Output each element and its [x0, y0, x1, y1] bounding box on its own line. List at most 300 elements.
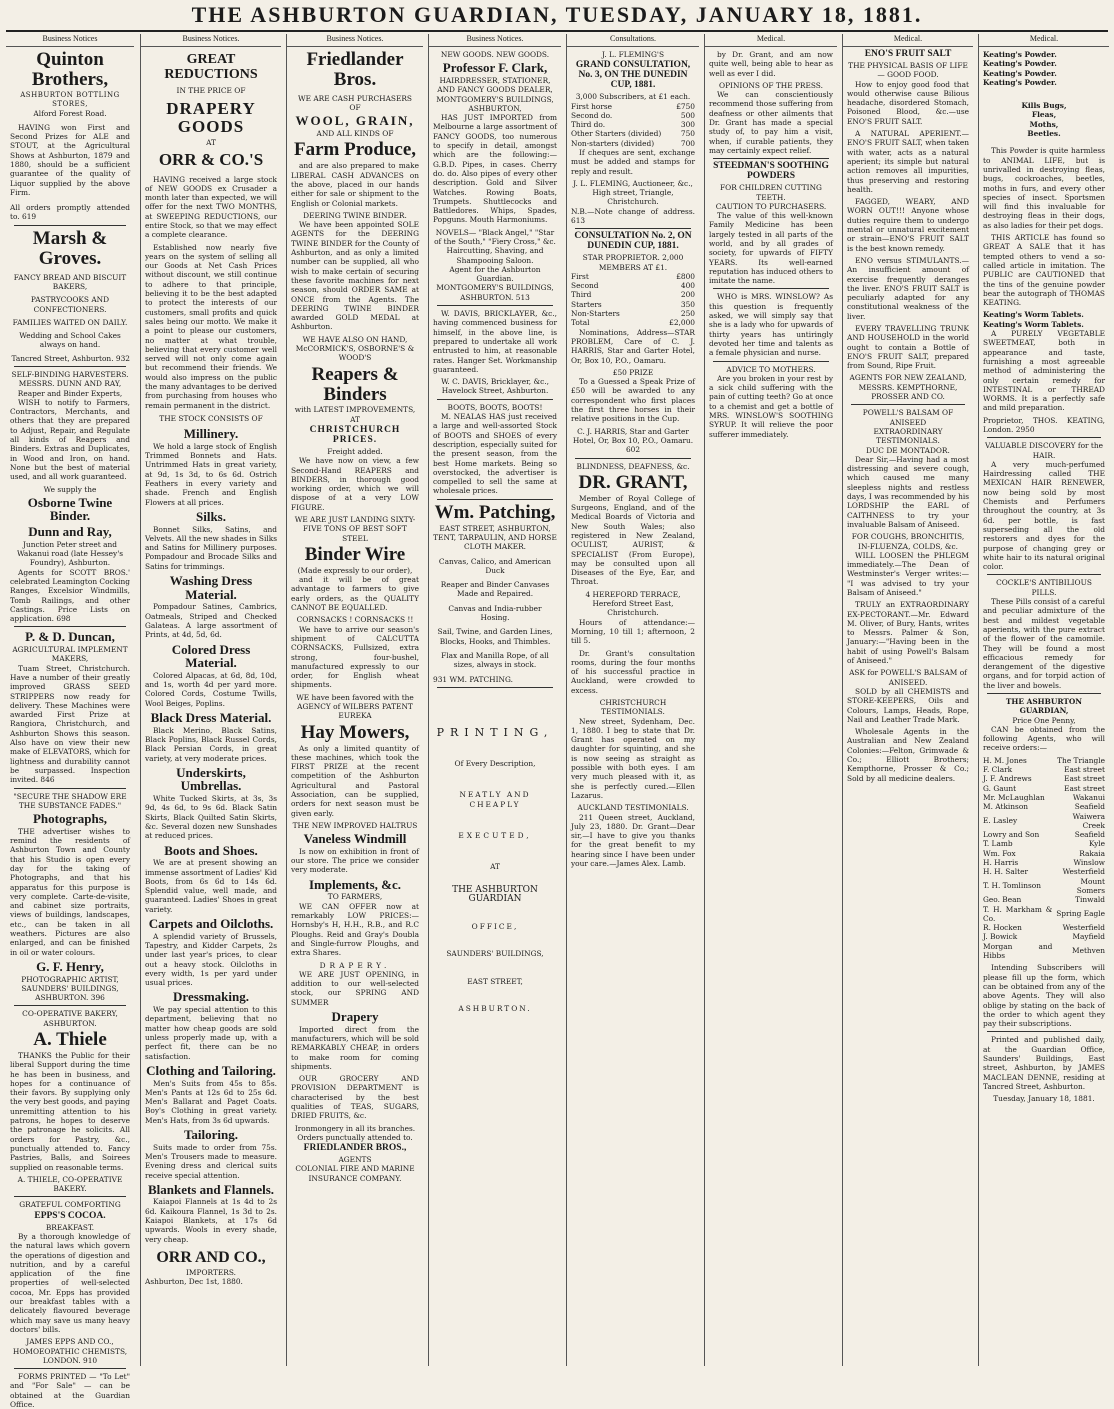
agent-place: Tinwald — [1075, 895, 1105, 905]
ad-heading: ASK for POWELL'S BALSAM of ANISEED. — [849, 668, 967, 687]
ad-body: Wholesale Agents in the Australian and New Zealand Colonies:—Felton, Grimwade & Co.; Elliott Brothers; Kempthorne, Prosser & Co.; Sold by all medicine dealers. — [847, 727, 969, 783]
ad-title: Farm Produce, — [293, 139, 417, 161]
table-row — [571, 318, 695, 327]
prize-value: 200 — [680, 290, 695, 300]
ad-divider — [437, 399, 553, 400]
ad-divider — [987, 693, 1101, 694]
section-heading: Washing Dress Material. — [169, 573, 253, 602]
table-row — [571, 139, 695, 148]
ad-address: MONTGOMERY'S BUILDINGS, ASHBURTON. 513 — [436, 283, 554, 302]
ad-body: These Pills consist of a careful and peculiar admixture of the best and mildest vegetable aperients, with the pure extract of the flower of the camomile. They will be found a most efficacious remedy for derangement of the digestive organs, and for torpid action of the liver and bowels. — [983, 597, 1106, 690]
ad-divider — [575, 228, 691, 229]
ad-address: Junction Peter street and Wakanui road (late Hessey's Foundry), Ashburton. — [16, 539, 124, 568]
section-body: We pay special attention to this department, believing that no matter how cheap goods are sold unless properly made up, with a perfect fit, there can be no satisfaction. — [145, 1005, 277, 1061]
section-body: We are at present showing an immense assortment of Ladies' Kid Boots, from 6s 6d to 14s 6d. Splendid value, well made, and guaranteed. Ladies' Shoes in great variety. — [145, 858, 277, 914]
ad-line: EXECUTED, — [458, 830, 532, 840]
table-row — [983, 756, 1105, 765]
ad-body: This Powder is quite harmless to ANIMAL LIFE, but is unrivalled in destroying fleas, bugs, cockroaches, beetles, moths in furs, and every other species of insect. Sportsmen will find this invaluable for destroying fleas in their dogs, as also ladies for their pet dogs. — [983, 146, 1105, 230]
ad-body: As only a limited quantity of these machines, which took the FIRST PRIZE at the recent competition of the Ashburton Agricultural and Pastoral Association, can be supplied, orders for next season must be given early. — [291, 743, 419, 818]
agent-place: Rakaia — [1079, 848, 1105, 858]
agent-name: J. F. Andrews — [983, 774, 1032, 784]
ad-body: ENO versus STIMULANTS.—An insufficient amount of exercise frequently deranges the liver. ENO'S FRUIT SALT is peculiarly adapted for any constitutional weakness of the liver. — [847, 255, 969, 321]
ad-title: CHRISTCHURCH PRICES. — [309, 425, 401, 446]
ad-body: Dr. Grant's consultation rooms, during the four months of his successful practice in Auckland, were crowded to excess. — [571, 648, 695, 695]
prize-value: 700 — [680, 138, 695, 148]
ad-title: Marsh & Groves. — [32, 227, 108, 269]
column-header: Medical. — [843, 34, 973, 47]
ad-heading: EXTRAORDINARY TESTIMONIALS. — [873, 426, 943, 446]
agent-place: Westerfield — [1062, 867, 1105, 877]
prize-label: First — [571, 271, 589, 281]
ad-title: Osborne Twine Binder. — [27, 494, 113, 524]
ad-line: FAMILIES WAITED ON DAILY. — [12, 317, 128, 327]
table-row — [571, 111, 695, 120]
ad-line: Keating's Worm Tablets. — [983, 319, 1084, 329]
agent-name: Geo. Bean — [983, 895, 1022, 905]
ad-body: SOLD by all CHEMISTS and STORE-KEEPERS, Oils and Colours, Lamps, Heads, Rope, Nail and Leather Trade Mark. — [847, 686, 969, 724]
section-heading: Dressmaking. — [173, 989, 249, 1005]
column-2 — [140, 34, 281, 1366]
agent-place: East street — [1064, 765, 1105, 775]
ad-heading: OPINIONS OF THE PRESS. — [719, 80, 823, 90]
ad-line: FANCY BREAD AND BISCUIT BAKERS, — [13, 272, 127, 291]
ad-heading: CHRISTCHURCH TESTIMONIALS. — [599, 698, 667, 717]
ad-body: WE ARE JUST OPENING, in addition to our well-selected stock, our SPRING AND SUMMER — [291, 969, 419, 1007]
column-header: Business Notices — [6, 34, 134, 47]
ad-divider — [437, 687, 553, 688]
ad-body: Hours of attendance:—Morning, 10 till 1; afternoon, 2 till 5. — [571, 617, 695, 646]
agent-place: Kyle — [1089, 839, 1105, 849]
ad-body: Imported direct from the manufacturers, which will be sold REMARKABLY CHEAP, in orders to make room for coming shipments. — [291, 1024, 419, 1071]
table-row — [983, 849, 1105, 858]
prize-label: Third — [571, 290, 592, 300]
section-heading: Colored Dress Material. — [171, 641, 251, 671]
ad-line: Canvas, Calico, and American Duck — [438, 556, 552, 575]
ad-signature: J. L. FLEMING, Auctioneer, &c., High street, Triangle, Christchurch. — [573, 178, 693, 207]
table-row — [571, 290, 695, 299]
ad-line: Of Every Description, — [454, 759, 536, 769]
ad-heading: J. L. FLEMING'S — [601, 50, 665, 59]
imprint-date: Tuesday, January 18, 1881. — [993, 1094, 1095, 1104]
prize-value: £2,000 — [669, 318, 695, 328]
ad-divider — [14, 788, 126, 789]
ad-footer: Tancred Street, Ashburton. 932 — [11, 353, 130, 363]
ad-divider — [14, 626, 126, 627]
table-row — [983, 839, 1105, 848]
table-row — [983, 774, 1105, 783]
ad-heading: £50 PRIZE — [612, 367, 654, 377]
ad-line: AGENTS FOR NEW ZEALAND, MESSRS. KEMPTHORNE, PROSSER AND CO. — [849, 373, 967, 402]
ad-line: Moths, — [1029, 119, 1059, 129]
ad-body: OUR GROCERY AND PROVISION DEPARTMENT is characterised by the best qualities of TEAS, SUGARS, DRIED FRUITS, &c. — [291, 1074, 419, 1121]
table-row — [983, 812, 1105, 831]
ad-title: Professor F. Clark, — [442, 60, 548, 76]
ad-title: Binder Wire — [304, 543, 406, 565]
ad-body: New street, Sydenham, Dec. 1, 1880. I beg to state that Dr. Grant has operated on my daughter for squinting, and she is now seeing as straight as possible with both eyes. I am very much pleased with it, as she is perfectly cured.—Ellen Lazarus. — [571, 716, 695, 800]
ad-line: Fleas, — [1031, 110, 1057, 120]
section-body: Pompadour Satines, Cambrics, Oatmeals, Striped and Checked Galateas. A large assortment of Prints, at 4d, 5d, 6d. — [145, 602, 277, 640]
ad-subtitle: 3,000 Subscribers, at £1 each. — [575, 92, 691, 102]
ad-heading: NEW GOODS. NEW GOODS. — [440, 50, 550, 59]
ad-body: W. DAVIS, BRICKLAYER, &c., having commenced business for himself, in the above line, is prepared to undertake all work entrusted to him, at reasonable rates. Hanger Set. Workmanship guaranteed. — [433, 309, 557, 374]
ad-line: Keating's Powder. — [983, 59, 1057, 69]
agent-name: H. H. Salter — [983, 867, 1028, 877]
ad-line: Kills Bugs, — [1021, 101, 1067, 111]
table-row — [983, 932, 1105, 941]
ad-body: THE advertiser wishes to remind the residents of Ashburton Town and County that his Studio is open every day for the taking of Photographs, and that his apparatus for this purpose is very complete. Carte-de-visite, and cabinet size portraits, views of buildings, landscapes, etc., can be taken in all weathers. Pictures are also enlarged, and can be finished in oil or water colours. — [10, 826, 130, 957]
section-heading: Carpets and Oilcloths. — [148, 916, 274, 932]
ad-signature: 931 WM. PATCHING. — [433, 674, 513, 684]
agent-place: Spring Eagle — [1056, 909, 1105, 919]
section-body: Black Merino, Black Satins, Black Poplins, Black Russel Cords, Black Persian Cords, in great variety, at very moderate prices. — [145, 725, 277, 763]
prize-value: £750 — [676, 101, 695, 111]
ad-line: THE STOCK CONSISTS OF — [159, 413, 263, 423]
ad-title: DRAPERY GOODS — [166, 98, 256, 136]
column-8 — [978, 34, 1109, 1366]
ad-body: The value of this well-known Family Medicine has been largely tested in all parts of the world, and by all grades of society, for upwards of FIFTY YEARS. Its well-earned reputation has induced others to imitate the name. — [709, 211, 833, 286]
section-heading: Underskirts, Umbrellas. — [176, 764, 246, 794]
ad-body: 211 Queen street, Auckland, July 23, 1880. Dr. Grant—Dear sir,—I have to give you thanks for the great benefit to my hearing since I have been under your care.—James Alex. Lamb. — [571, 812, 695, 869]
ad-title: ENO'S FRUIT SALT — [864, 49, 952, 59]
ad-body: FAGGED, WEARY, AND WORN OUT!!! Anyone whose duties require them to undergo mental or unnatural excitement or strain—ENO'S FRUIT SALT is the best known remedy. — [847, 197, 969, 253]
column-header: Business Notices. — [141, 34, 281, 47]
ad-body: By a thorough knowledge of the natural laws which govern the operations of digestion and nutrition, and by a careful application of the fine properties of well-selected cocoa, Mr. Epps has provided our breakfast tables with a delicately flavoured beverage which may save us many heavy doctors' bills. — [10, 1232, 130, 1334]
ad-line: THE NEW IMPROVED HALTRUS — [292, 820, 418, 830]
ad-line: Freight added. — [327, 446, 383, 456]
imprint: Printed and published daily, at the Guardian Office, Saunders' Buildings, East street, Ashburton, by JAMES MACLEAN DENNE, residing at Tancred Street, Ashburton. — [983, 1035, 1105, 1091]
agents-table — [983, 756, 1105, 961]
section-body: Bonnet Silks, Satins, and Velvets. All the new shades in Silks and Satins for Millinery purposes. Pompadour and Brocade Silks and Satins for trimmings. — [145, 524, 277, 571]
ad-divider — [14, 1005, 126, 1006]
ad-heading: BOOTS, BOOTS, BOOTS! — [447, 402, 543, 412]
prize-value: 750 — [680, 129, 695, 139]
ad-heading: ADVICE TO MOTHERS. — [726, 364, 816, 374]
ad-line: Sail, Twine, and Garden Lines, Blocks, Hooks, and Thimbles. — [437, 627, 553, 646]
ad-line: NEATLY AND CHEAPLY — [459, 790, 531, 809]
agent-name: T. H. Markham & Co. — [983, 904, 1053, 923]
column-3 — [286, 34, 423, 1366]
table-row — [983, 877, 1105, 896]
ad-line: AND ALL KINDS OF — [316, 129, 394, 139]
ad-line: Haircutting, Shaving, and Shampooing Saloon. — [446, 246, 544, 265]
ad-body: Established now nearly five years on the system of selling all our Goods at Net Cash Prices without discount, we still continue to adhere to that principle, believing it to be the best adapted to protect the interests of our customers, small profits and quick sales being our motto. We make it a point to please our customers, no matter at what trouble, believing that every customer well served will not only come again but recommend their friends. We would also impress on the public the many advantages to be derived from purchasing from houses who remain permanent in the district. — [145, 242, 277, 410]
agent-name: F. Clark — [983, 765, 1013, 775]
ad-subtitle: BREAKFAST. — [45, 1222, 95, 1232]
ad-body: To a Guessed a Speak Prize of £50 will be awarded to any correspondent who first places the first three horses in their relative positions in the Cup. — [571, 377, 695, 424]
section-body: Kaiapoi Flannels at 1s 4d to 2s 6d. Kaikoura Flannel, 1s 3d to 2s. Kaiapoi Blankets, at 17s 6d upwards. Wools in every shade, very cheap. — [145, 1197, 277, 1244]
agent-place: Seafield — [1074, 830, 1105, 840]
ad-body: We can conscientiously recommend those suffering from deafness or other ailments that Dr. Grant has made a special study of, to pay him a visit, when, if curable patients, they may certainly expect relief. — [709, 90, 833, 155]
ad-body: TRULY an EXTRAORDINARY EX-PECTORANT.—Mr. Edward M. Oliver, of Bury, Hants, writes to Messrs. Palmer & Son, January:—"Having been in the habit of using Powell's Balsam of Aniseed." — [847, 600, 969, 666]
ad-title: GREAT REDUCTIONS — [164, 52, 258, 82]
table-row — [983, 895, 1105, 904]
agent-place: Wakanui — [1072, 792, 1105, 802]
ad-note: N.B.—Note change of address. 613 — [571, 206, 695, 226]
ad-body: WISH to notify to Farmers, Contractors, Merchants, and others that they are prepared to Adjust, Repair, and Regulate all kinds of Reapers and Binders. Extras and Duplicates, in Wood and Iron, on hand. None but the best of material used, and all work guaranteed. — [10, 397, 130, 482]
ad-address: 4 HEREFORD TERRACE, Hereford Street East, Christchurch. — [585, 589, 681, 618]
ad-line: NOVELS— "Black Angel," "Star of the South," "Fiery Cross," &c. — [434, 227, 556, 246]
ad-line: We supply the — [43, 484, 97, 494]
ad-body: Tuam Street, Christchurch. Have a number of their greatly improved GRASS SEED STRIPPERS now ready for delivery. These Machines were awarded First Prize at Rangiora, Christchurch, and Ashburton Shows this season. Also have on view their new make of ELEVATORS, which for lightness and durability cannot be surpassed. Inspection invited. 846 — [10, 663, 130, 785]
ad-heading: AUCKLAND TESTIMONIALS. — [577, 803, 689, 813]
ad-title: Photographs, — [32, 811, 108, 827]
ad-body: and it will be of great advantage to farmers to give early orders, as the QUALITY CANNOT BE EQUALLED. — [291, 575, 419, 613]
agent-name: T. H. Tomlinson — [983, 881, 1041, 891]
prize-label: Third do. — [571, 120, 606, 130]
ad-divider — [575, 458, 691, 459]
ad-line: WE HAVE ALSO ON HAND, McCORMICK'S, OSBORNE'S & WOOD'S — [295, 334, 415, 363]
ad-divider — [14, 225, 126, 226]
section-heading: Silks. — [196, 508, 226, 524]
table-row — [983, 784, 1105, 793]
ad-line: Agent for the Ashburton Guardian. — [449, 264, 541, 284]
ad-heading: FOR COUGHS, BRONCHITIS, IN-FLUENZA, COLDS, &c. — [851, 532, 965, 551]
ad-line: Beetles. — [1027, 129, 1061, 139]
agent-name: R. Hocken — [983, 923, 1022, 933]
section-heading: Tailoring. — [183, 1126, 239, 1142]
ad-subtitle: EAST STREET, ASHBURTON, TENT, TARPAULIN, AND HORSE CLOTH MAKER. — [433, 523, 557, 552]
ad-divider — [14, 366, 126, 367]
table-row — [571, 300, 695, 309]
ad-body: A PURELY VEGETABLE SWEETMEAT, both in appearance and taste, furnishing a most agreeable method of administering the only certain remedy for INTESTINAL or THREAD WORMS. It is a perfectly safe and mild preparation. — [983, 329, 1105, 413]
table-row — [983, 802, 1105, 811]
ad-line: OF — [349, 103, 361, 113]
masthead-rule — [6, 30, 1108, 32]
ad-body: Member of Royal College of Surgeons, England, and of the Medical Boards of Victoria and New South Wales; also registered in New Zealand, OCULIST, AURIST, & SPECIALIST (From Europe), may be consulted upon all Diseases of the Eye, Ear, and Throat. — [571, 493, 695, 587]
column-header: Business Notices. — [429, 34, 561, 47]
prize-label: Second do. — [571, 110, 613, 120]
section-body: Colored Alpacas, at 6d, 8d, 10d, and 1s, worth 4d per yard more. Colored Cords, Costume Twills, Wool Beiges, Poplins. — [145, 670, 277, 708]
ad-body: Dear Sir,—Having had a most distressing and severe cough, which caused me many sleepless nights and restless days, I was recommended by his LORDSHIP the EARL of CAITHNESS to try your invaluable Balsam of Aniseed. — [847, 454, 969, 529]
table-row — [983, 765, 1105, 774]
ad-body: We have to arrive our season's shipment of CALCUTTA CORNSACKS, Fullsized, extra strong, four-bushel, manufactured expressly to our order, for English wheat shipments. — [291, 624, 419, 690]
agent-name: M. Atkinson — [983, 802, 1029, 812]
section-heading: Clothing and Tailoring. — [146, 1062, 276, 1078]
ad-divider — [437, 305, 553, 306]
ad-signature: W. C. DAVIS, Bricklayer, &c., Havelock Street, Ashburton. — [441, 377, 549, 396]
section-body: Suits made to order from 75s. Men's Trousers made to measure. Evening dress and clerical suits receive special attention. — [145, 1142, 277, 1180]
ad-line: with LATEST IMPROVEMENTS, AT — [294, 405, 416, 424]
ad-body: THIS ARTICLE has found so GREAT A SALE that it has tempted others to vend a so-called article in imitation. The PUBLIC are CAUTIONED that the tins of the genuine powder bear the autograph of THOMAS KEATING. — [983, 233, 1105, 308]
ad-divider — [713, 361, 829, 362]
column-header: Consultations. — [567, 34, 699, 47]
ad-heading: THE ASHBURTON GUARDIAN, — [1005, 697, 1083, 716]
agent-place: Waiwera Creek — [1072, 811, 1105, 830]
prize-label: First horse — [571, 101, 613, 111]
agent-name: J. Bowick — [983, 932, 1018, 942]
ad-subtitle: HAIRDRESSER, STATIONER, AND FANCY GOODS DEALER, MONTGOMERY'S BUILDINGS, ASHBURTON, — [436, 75, 554, 113]
prize-label: Non-Starters — [571, 309, 620, 319]
ad-body: and are also prepared to make LIBERAL CASH ADVANCES on the above, placed in our hands either for sale or shipment to the English or Colonial markets. — [291, 161, 419, 208]
section-heading: Boots and Shoes. — [164, 842, 258, 858]
ad-title: CONSULTATION No. 2, ON DUNEDIN CUP, 1881. — [574, 231, 692, 252]
table-row — [571, 309, 695, 318]
ad-line: Canvas and India-rubber Hosing. — [448, 603, 542, 623]
ad-subtitle: FOR CHILDREN CUTTING TEETH. — [720, 183, 822, 202]
ad-date: Ashburton, Dec 1st, 1880. — [145, 1277, 243, 1287]
prize-label: Second — [571, 281, 599, 291]
table-row — [983, 867, 1105, 876]
ad-subtitle: Price One Penny, — [1012, 715, 1076, 725]
ad-body: HAVING received a large stock of NEW GOODS ex Crusader a month later than expected, we will offer for the next TWO MONTHS, at SWEEPING REDUCTIONS, our entire Stock, so that we may effect a complete clearance. — [145, 174, 277, 240]
agent-place: Westerfield — [1062, 923, 1105, 933]
ad-line: Flax and Manilla Rope, of all sizes, always in stock. — [441, 650, 549, 670]
section-body: We hold a large stock of English Trimmed Bonnets and Hats. Untrimmed Hats in great variety, at 9d, 1s 3d, to 6s 6d. Ostrich Feathers in every variety and shade. French and English Flowers at all prices. — [145, 441, 277, 507]
column-1 — [6, 34, 134, 1409]
ad-line: Keating's Worm Tablets. — [983, 310, 1084, 320]
column-header: Medical. — [979, 34, 1109, 47]
ad-line: Orders punctually attended to. — [297, 1132, 413, 1142]
prize-value: 250 — [680, 309, 695, 319]
ad-heading: CAUTION TO PURCHASERS. — [715, 201, 827, 211]
ad-heading: POWELL'S BALSAM OF ANISEED — [862, 408, 954, 427]
ad-heading: CORNSACKS ! CORNSACKS !! — [296, 615, 414, 625]
agent-name: G. Gaunt — [983, 783, 1017, 793]
column-header: Business Notices. — [287, 34, 423, 47]
ad-line: PASTRYCOOKS AND CONFECTIONERS. — [30, 295, 110, 314]
ad-line: TO FARMERS, — [327, 892, 383, 902]
ad-body: Intending Subscribers will please fill up the form, which can be obtained from any of the above Agents. They will also oblige by stating on the back of the order to which agent they pay their subscriptions. — [983, 963, 1105, 1029]
ad-line: COLONIAL FIRE AND MARINE INSURANCE COMPANY. — [295, 1164, 415, 1183]
ad-signature: A. THIELE, CO-OPERATIVE BAKERY. — [17, 1174, 123, 1194]
ad-subtitle: MESSRS. DUNN AND RAY, Reaper and Binder Experts, — [17, 379, 123, 398]
agent-place: East street — [1064, 774, 1105, 784]
ad-title: Wm. Patching, — [434, 501, 556, 523]
ad-line: AGENTS — [338, 1155, 372, 1165]
ad-body: Nominations, Address—STAR PROBLEM, Care of C. J. HARRIS, Star and Garter Hotel, Or, Box 10, P.O., Oamaru. — [571, 327, 695, 365]
ad-line: IN THE PRICE OF — [176, 86, 246, 96]
ad-heading: BLINDNESS, DEAFNESS, &c. — [576, 461, 690, 471]
ad-divider — [14, 1196, 126, 1197]
ad-divider — [851, 404, 965, 405]
ad-heading: DRAPERY. — [319, 960, 391, 970]
ad-line: Ironmongery in all its branches. — [294, 1123, 416, 1133]
ad-divider — [14, 1368, 126, 1369]
ad-body: HAS JUST IMPORTED from Melbourne a large assortment of FANCY GOODS, too numerous to specify in detail, amongst which are the following:— G.B.D. Pipes, in cases. Cherry do. do. Also pipes of every other description. Gold and Silver Watches. Rowing Boats, Trumpets. Shuttlecocks and Battledores. Whips, Spades, Popguns. Mouth Harmoniums. — [433, 113, 557, 225]
ad-line: DUC DE MONTADOR. — [866, 445, 950, 455]
printing-title: PRINTING, — [436, 725, 554, 739]
ad-title: Vaneless Windmill — [303, 831, 407, 847]
ad-title: ORR & CO.'S — [158, 149, 264, 169]
ad-heading: "SECURE THE SHADOW ERE THE SUBSTANCE FADES." — [13, 791, 127, 810]
prize-value: 500 — [680, 110, 695, 120]
agent-place: East street — [1064, 783, 1105, 793]
section-body: A splendid variety of Brussels, Tapestry, and Kidder Carpets, 2s under last year's prices, to clear out a heavy stock. Oilcloths in every width, 1s per yard under usual prices. — [145, 931, 277, 988]
ad-divider — [987, 1031, 1101, 1032]
table-row — [571, 272, 695, 281]
ad-body: CAN be obtained from the following Agents, who will receive orders:— — [983, 724, 1105, 753]
agent-place: Winslow — [1073, 858, 1105, 868]
ad-title: Hay Mowers, — [300, 721, 410, 743]
section-body: White Tucked Skirts, at 3s, 3s 9d, 4s 6d, to 9s 6d. Black Satin Skirts, Black Quilted Satin Skirts, &c. Several dozen new Sunshades at reduced prices. — [145, 794, 277, 841]
ad-subtitle: PHOTOGRAPHIC ARTIST, SAUNDERS' BUILDINGS, ASHBURTON. 396 — [21, 974, 119, 1003]
ad-line: Keating's Powder. — [983, 50, 1057, 59]
ad-signature: JAMES EPPS AND CO., HOMOEOPATHIC CHEMISTS, LONDON. 910 — [12, 1337, 128, 1365]
agent-name: H. M. Jones — [983, 755, 1027, 765]
column-6 — [704, 34, 837, 1366]
ad-body: Are you broken in your rest by a sick child suffering with the pain of cutting teeth? Go at once to a chemist and get a bottle of MRS. WINSLOW'S SOOTHING SYRUP. It will relieve the poor sufferer immediately. — [709, 373, 833, 439]
prize-table — [571, 272, 695, 328]
ad-body: Is now on exhibition in front of our store. The price we consider very moderate. — [291, 846, 419, 875]
ad-heading: VALUABLE DISCOVERY for the HAIR. — [984, 441, 1104, 460]
table-row — [983, 923, 1105, 932]
ad-divider — [437, 499, 553, 500]
ad-divider — [987, 574, 1101, 575]
ad-line: (Made expressly to our order), — [297, 565, 413, 575]
ad-title: Quinton Brothers, — [31, 49, 109, 90]
ad-title: P. & D. Duncan, — [25, 629, 115, 645]
table-row — [983, 942, 1105, 961]
agent-place: Methven — [1072, 946, 1105, 956]
prize-label: Other Starters (divided) — [571, 129, 662, 139]
ad-line: SAUNDERS' BUILDINGS, — [446, 949, 544, 959]
ad-line: Keating's Powder. — [983, 68, 1057, 78]
ad-title: GRAND CONSULTATION, No. 3, ON THE DUNEDIN CUP, 1881. — [575, 60, 691, 91]
table-row — [983, 830, 1105, 839]
ad-subtitle: AGRICULTURAL IMPLEMENT MAKERS, — [12, 645, 128, 664]
ad-body: A very much-perfumed Hairdressing called THE MEXICAN HAIR RENEWER, now being sold by most Chemists and Perfumers throughout the country, at 3s 6d. per bottle, is fast superseding all the old restorers and dyes for the purpose of changing grey or white hair to its natural original color. — [983, 459, 1105, 572]
ad-footer: All orders promptly attended to. 619 — [10, 203, 130, 222]
ad-body: Agents for SCOTT BROS.' celebrated Leamington Cocking Ranges, Excelsior Windmills, Tomb Railings, and other Castings. Price Lists on application. 698 — [10, 567, 131, 624]
table-row — [571, 120, 695, 129]
agent-name: T. Lamb — [983, 839, 1013, 849]
ad-title: Dunn and Ray, — [28, 524, 112, 540]
section-heading: Millinery. — [183, 426, 239, 442]
table-row — [571, 129, 695, 138]
column-header: Medical. — [705, 34, 837, 47]
prize-label: Non-starters (divided) — [571, 138, 655, 148]
ad-title: WOOL, GRAIN, — [295, 113, 415, 129]
ad-signature: ORR AND CO., — [156, 1248, 266, 1266]
ad-divider — [713, 288, 829, 289]
ad-body: THANKS the Public for their liberal Support during the time he has been in business, and hopes for a continuance of their favors. By supplying only the very best goods, and paying unremitting attention to his patrons, he hopes to deserve the patronage he solicits. All orders for Pastry, &c., punctually attended to. Fancy Pastries, Balls, and Soirees supplied on reasonable terms. — [10, 1050, 130, 1172]
table-row — [983, 905, 1105, 924]
ad-heading: COCKLE'S ANTIBILIOUS PILLS. — [996, 578, 1092, 597]
table-row — [983, 858, 1105, 867]
ad-title: Implements, &c. — [308, 876, 402, 892]
ad-signature: C. J. HARRIS, Star and Garter Hotel, Or, Box 10, P.O., Oamaru. 602 — [572, 426, 694, 455]
prize-table — [571, 102, 695, 148]
ad-heading: GRATEFUL COMFORTING — [19, 1200, 121, 1210]
ad-body: by Dr. Grant, and am now quite well, being able to hear as well as ever I did. — [709, 50, 833, 78]
ad-body: How to enjoy good food that would otherwise cause Bilious headache, disordered Stomach, Poisoned Blood, &c.—use ENO'S FRUIT SALT. — [847, 79, 969, 126]
agent-name: Mr. McLaughlan — [983, 792, 1045, 802]
ad-body: We have been appointed SOLE AGENTS for the DEERING TWINE BINDER for the County of Ashburton, and as only a limited number can be supplied, all who wish to make certain of securing these favorite machines for next season, should ORDER SAME at ONCE from the Agents. The DEERING TWINE BINDER awarded GOLD MEDAL at Ashburton. — [291, 220, 419, 332]
ad-line: AT — [206, 138, 216, 148]
ad-body: We have now on view, a few Second-Hand REAPERS and BINDERS, in thorough good working order, which we will dispose of at a very LOW FIGURE. — [291, 456, 419, 512]
ad-line: Wedding and School Cakes always on hand. — [19, 331, 121, 350]
prize-value: £800 — [676, 271, 695, 281]
ad-line: EAST STREET, — [467, 976, 523, 986]
agent-name: Wm. Fox — [983, 848, 1016, 858]
agent-name: Lowry and Son — [983, 830, 1040, 840]
agent-place: The Triangle — [1057, 755, 1105, 765]
prize-value: 400 — [680, 281, 695, 291]
prize-value: 300 — [680, 120, 695, 130]
ad-title: DR. GRANT, — [578, 471, 688, 493]
prize-value: 350 — [680, 299, 695, 309]
section-heading: Black Dress Material. — [150, 710, 272, 725]
ad-line: OFFICE, — [471, 922, 519, 932]
ad-heading: CO-OPERATIVE BAKERY, ASHBURTON. — [22, 1009, 118, 1028]
ad-body: EVERY TRAVELLING TRUNK AND HOUSEHOLD in the world ought to contain a Bottle of ENO'S FRUIT SALT, prepared from Sound, Ripe Fruit. — [847, 323, 969, 371]
column-5 — [566, 34, 699, 1366]
ad-line: IMPORTERS. — [186, 1267, 236, 1277]
ad-body: WHO is MRS. WINSLOW? As this question is frequently asked, we will simply say that she is a lady who for upwards of thirty years has untiringly devoted her time and talents as a female physician and nurse. — [709, 292, 833, 358]
ad-line: AT — [490, 862, 500, 872]
masthead: THE ASHBURTON GUARDIAN, TUESDAY, JANUARY 18, 1881. — [191, 2, 923, 27]
ad-subtitle: STAR PROPRIETOR. 2,000 MEMBERS AT £1. — [582, 253, 684, 272]
